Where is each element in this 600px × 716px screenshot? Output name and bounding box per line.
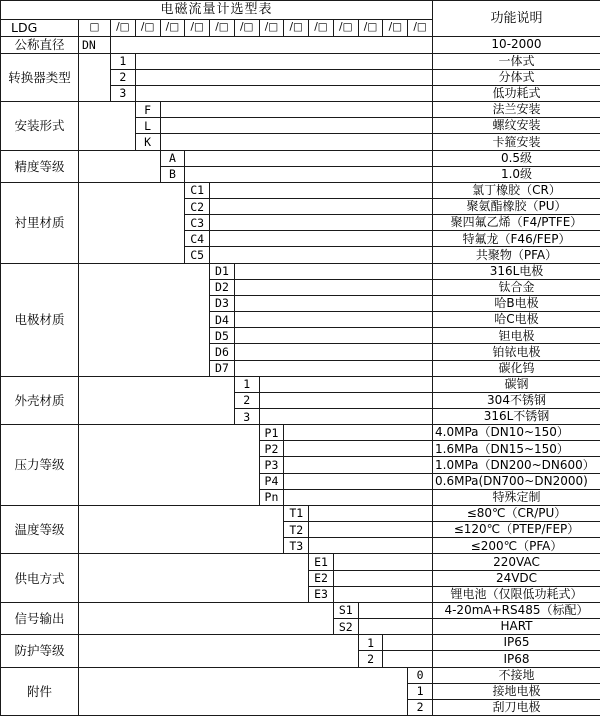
blank-cell bbox=[135, 53, 432, 69]
desc-cell: 0.5级 bbox=[433, 150, 600, 166]
desc-cell: 哈C电极 bbox=[433, 312, 600, 328]
desc-cell: 特殊定制 bbox=[433, 489, 600, 505]
desc-cell: 316L不锈钢 bbox=[433, 409, 600, 425]
blank-cell bbox=[234, 360, 432, 376]
code-cell: T1 bbox=[284, 505, 309, 521]
blank-cell bbox=[79, 505, 284, 553]
blank-cell bbox=[309, 522, 433, 538]
group-label-accessories: 附件 bbox=[1, 667, 79, 716]
blank-cell bbox=[234, 344, 432, 360]
blank-cell bbox=[185, 166, 433, 182]
blank-cell bbox=[284, 473, 433, 489]
desc-cell: 聚四氟乙烯（F4/PTFE） bbox=[433, 215, 600, 231]
desc-cell: 聚氨酯橡胶（PU） bbox=[433, 198, 600, 214]
blank-cell bbox=[383, 651, 433, 667]
blank-cell bbox=[358, 619, 432, 635]
code-cell: C4 bbox=[185, 231, 210, 247]
blank-cell bbox=[79, 150, 161, 182]
blank-cell bbox=[333, 586, 432, 602]
desc-cell: 卡箍安装 bbox=[433, 134, 600, 150]
code-cell: C5 bbox=[185, 247, 210, 263]
blank-cell bbox=[284, 425, 433, 441]
code-cell: B bbox=[160, 166, 185, 182]
desc-cell: 304不锈钢 bbox=[433, 392, 600, 408]
desc-cell: 1.6MPa（DN15~150） bbox=[433, 441, 600, 457]
model-slot: /□ bbox=[358, 20, 383, 37]
desc-cell: 316L电极 bbox=[433, 263, 600, 279]
desc-cell: 钽电极 bbox=[433, 328, 600, 344]
group-label-liner: 衬里材质 bbox=[1, 182, 79, 263]
code-cell: Pn bbox=[259, 489, 284, 505]
code-cell: A bbox=[160, 150, 185, 166]
blank-cell bbox=[210, 198, 433, 214]
code-cell: 2 bbox=[234, 392, 259, 408]
model-slot: /□ bbox=[234, 20, 259, 37]
desc-cell: 10-2000 bbox=[433, 36, 600, 53]
blank-cell bbox=[79, 376, 235, 424]
desc-cell: 钛合金 bbox=[433, 279, 600, 295]
desc-cell: ≤120℃（PTEP/FEP） bbox=[433, 522, 600, 538]
desc-cell: 碳化钨 bbox=[433, 360, 600, 376]
code-cell: 0 bbox=[408, 667, 433, 683]
blank-cell bbox=[259, 392, 432, 408]
model-slot: /□ bbox=[333, 20, 358, 37]
desc-cell: 碳钢 bbox=[433, 376, 600, 392]
desc-cell: 接地电极 bbox=[433, 683, 600, 699]
blank-cell bbox=[333, 570, 432, 586]
code-cell: L bbox=[135, 118, 160, 134]
group-label-protection: 防护等级 bbox=[1, 635, 79, 667]
model-slot: /□ bbox=[111, 20, 136, 37]
blank-cell bbox=[210, 182, 433, 198]
desc-cell: 一体式 bbox=[433, 53, 600, 69]
code-cell: 1 bbox=[234, 376, 259, 392]
model-slot: /□ bbox=[408, 20, 433, 37]
code-cell: P3 bbox=[259, 457, 284, 473]
blank-cell bbox=[79, 53, 111, 101]
blank-cell bbox=[333, 554, 432, 570]
group-label-installation: 安装形式 bbox=[1, 102, 79, 150]
model-slot: /□ bbox=[185, 20, 210, 37]
blank-cell bbox=[234, 295, 432, 311]
blank-cell bbox=[284, 441, 433, 457]
model-prefix: LDG bbox=[1, 20, 79, 37]
code-cell: D1 bbox=[210, 263, 235, 279]
blank-cell bbox=[383, 635, 433, 651]
blank-cell bbox=[210, 215, 433, 231]
desc-cell: 220VAC bbox=[433, 554, 600, 570]
blank-cell bbox=[79, 263, 210, 376]
desc-cell: 1.0级 bbox=[433, 166, 600, 182]
group-label-signal-output: 信号输出 bbox=[1, 602, 79, 634]
blank-cell bbox=[309, 538, 433, 554]
desc-cell: 4-20mA+RS485（标配） bbox=[433, 602, 600, 618]
blank-cell bbox=[79, 182, 185, 263]
group-label-power-supply: 供电方式 bbox=[1, 554, 79, 602]
code-cell: E3 bbox=[309, 586, 334, 602]
desc-cell: 特氟龙（F46/FEP） bbox=[433, 231, 600, 247]
code-cell: C3 bbox=[185, 215, 210, 231]
code-cell: C1 bbox=[185, 182, 210, 198]
desc-cell: IP68 bbox=[433, 651, 600, 667]
blank-cell bbox=[210, 247, 433, 263]
code-cell: 3 bbox=[234, 409, 259, 425]
desc-cell: 4.0MPa（DN10~150） bbox=[433, 425, 600, 441]
code-cell: 1 bbox=[111, 53, 136, 69]
group-label-housing: 外壳材质 bbox=[1, 376, 79, 424]
desc-cell: 24VDC bbox=[433, 570, 600, 586]
code-cell: F bbox=[135, 102, 160, 118]
model-slot: /□ bbox=[383, 20, 408, 37]
blank-cell bbox=[111, 36, 433, 53]
desc-cell: 铂铱电极 bbox=[433, 344, 600, 360]
blank-cell bbox=[284, 457, 433, 473]
code-cell: S1 bbox=[333, 602, 358, 618]
desc-cell: ≤200℃（PFA） bbox=[433, 538, 600, 554]
desc-cell: 低功耗式 bbox=[433, 85, 600, 101]
blank-cell bbox=[309, 505, 433, 521]
model-slot: /□ bbox=[259, 20, 284, 37]
model-slot: /□ bbox=[284, 20, 309, 37]
desc-cell: 0.6MPa(DN700~DN2000) bbox=[433, 473, 600, 489]
desc-cell: 不接地 bbox=[433, 667, 600, 683]
code-cell: 1 bbox=[358, 635, 383, 651]
blank-cell bbox=[210, 231, 433, 247]
group-label-pressure: 压力等级 bbox=[1, 425, 79, 506]
code-cell: P2 bbox=[259, 441, 284, 457]
blank-cell bbox=[79, 102, 136, 150]
desc-cell: 刮刀电极 bbox=[433, 699, 600, 715]
desc-cell: 锂电池（仅限低功耗式） bbox=[433, 586, 600, 602]
blank-cell bbox=[284, 489, 433, 505]
code-cell: C2 bbox=[185, 198, 210, 214]
desc-cell: 哈B电极 bbox=[433, 295, 600, 311]
desc-cell: ≤80℃（CR/PU） bbox=[433, 505, 600, 521]
blank-cell bbox=[234, 312, 432, 328]
code-cell: 2 bbox=[111, 69, 136, 85]
blank-cell bbox=[234, 263, 432, 279]
blank-cell bbox=[160, 134, 432, 150]
group-label-diameter: 公称直径 bbox=[1, 36, 79, 53]
blank-cell bbox=[160, 102, 432, 118]
model-slot: /□ bbox=[309, 20, 334, 37]
function-column-header: 功能说明 bbox=[433, 1, 600, 37]
code-cell: E2 bbox=[309, 570, 334, 586]
blank-cell bbox=[79, 602, 334, 634]
code-cell: 1 bbox=[408, 683, 433, 699]
desc-cell: 1.0MPa（DN200~DN600） bbox=[433, 457, 600, 473]
code-cell: 3 bbox=[111, 85, 136, 101]
code-cell: T2 bbox=[284, 522, 309, 538]
code-cell: 2 bbox=[408, 699, 433, 715]
blank-cell bbox=[79, 554, 309, 602]
code-cell: S2 bbox=[333, 619, 358, 635]
blank-cell bbox=[160, 118, 432, 134]
model-base-slot: □ bbox=[79, 20, 111, 37]
blank-cell bbox=[259, 376, 432, 392]
code-cell: P1 bbox=[259, 425, 284, 441]
blank-cell bbox=[135, 85, 432, 101]
blank-cell bbox=[79, 635, 359, 667]
desc-cell: IP65 bbox=[433, 635, 600, 651]
group-label-electrode: 电极材质 bbox=[1, 263, 79, 376]
blank-cell bbox=[185, 150, 433, 166]
code-cell: D7 bbox=[210, 360, 235, 376]
desc-cell: 法兰安装 bbox=[433, 102, 600, 118]
code-cell: D6 bbox=[210, 344, 235, 360]
code-cell: D2 bbox=[210, 279, 235, 295]
code-cell: DN bbox=[79, 36, 111, 53]
blank-cell bbox=[358, 602, 432, 618]
desc-cell: 分体式 bbox=[433, 69, 600, 85]
group-label-converter-type: 转换器类型 bbox=[1, 53, 79, 101]
code-cell: D3 bbox=[210, 295, 235, 311]
blank-cell bbox=[79, 425, 260, 506]
code-cell: K bbox=[135, 134, 160, 150]
desc-cell: 螺纹安装 bbox=[433, 118, 600, 134]
code-cell: E1 bbox=[309, 554, 334, 570]
code-cell: P4 bbox=[259, 473, 284, 489]
blank-cell bbox=[259, 409, 432, 425]
model-slot: /□ bbox=[160, 20, 185, 37]
desc-cell: 共聚物（PFA） bbox=[433, 247, 600, 263]
desc-cell: HART bbox=[433, 619, 600, 635]
code-cell: 2 bbox=[358, 651, 383, 667]
code-cell: T3 bbox=[284, 538, 309, 554]
model-slot: /□ bbox=[135, 20, 160, 37]
blank-cell bbox=[234, 279, 432, 295]
blank-cell bbox=[135, 69, 432, 85]
table-title: 电磁流量计选型表 bbox=[1, 1, 433, 20]
code-cell: D4 bbox=[210, 312, 235, 328]
blank-cell bbox=[234, 328, 432, 344]
group-label-temperature: 温度等级 bbox=[1, 505, 79, 553]
model-slot: /□ bbox=[210, 20, 235, 37]
blank-cell bbox=[79, 667, 408, 716]
group-label-accuracy: 精度等级 bbox=[1, 150, 79, 182]
desc-cell: 氯丁橡胶（CR） bbox=[433, 182, 600, 198]
code-cell: D5 bbox=[210, 328, 235, 344]
